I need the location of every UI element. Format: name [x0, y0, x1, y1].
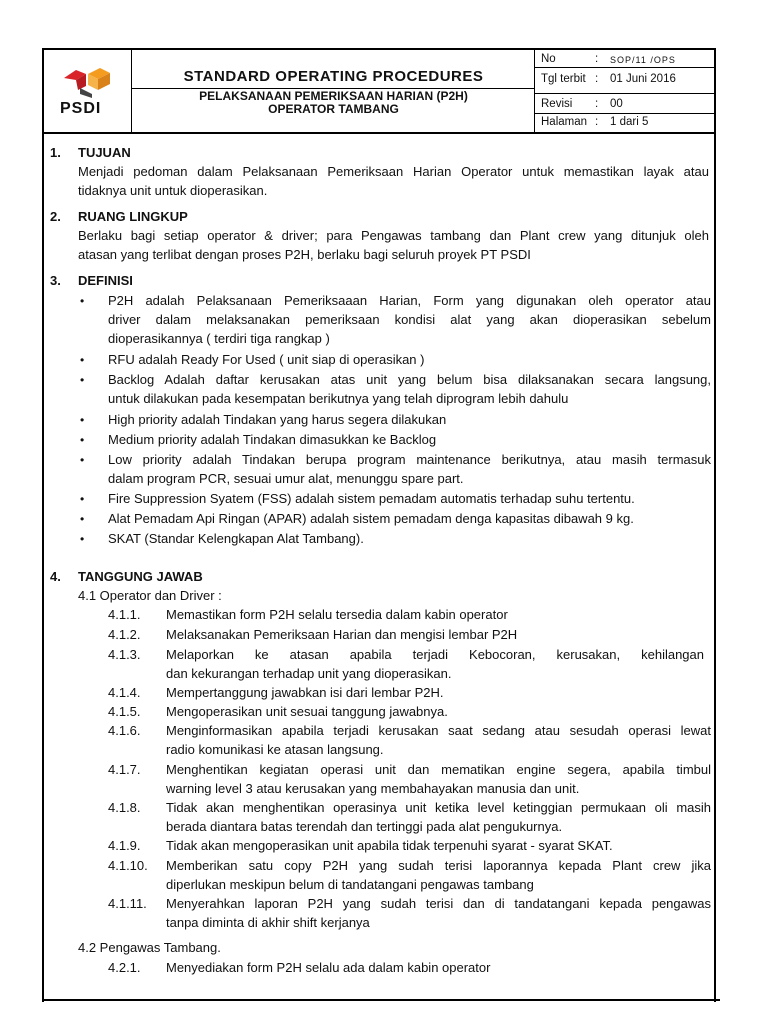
section-title-ruang-lingkup: RUANG LINGKUP	[78, 209, 188, 224]
item-number: 4.1.9.	[108, 838, 141, 853]
item-number: 4.1.11.	[108, 896, 147, 911]
meta-key: No	[541, 53, 556, 65]
body-line: Berlaku bagi setiap operator & driver; para Pengawas tambang dan Plant crew yang ditunjuk oleh	[78, 228, 709, 243]
item-number: 4.1.1.	[108, 607, 141, 622]
definition-line: untuk dilakukan pada kesempatan berikutnya yang telah diprogram lebih dahulu	[108, 391, 569, 406]
meta-key: Tgl terbit	[541, 73, 586, 85]
section-title-definisi: DEFINISI	[78, 273, 133, 288]
subtitle-line-2: OPERATOR TAMBANG	[268, 102, 399, 116]
item-number: 4.1.2.	[108, 627, 141, 642]
item-number: 4.1.7.	[108, 762, 141, 777]
bullet-icon: •	[80, 453, 85, 467]
section-title-tanggung-jawab: TANGGUNG JAWAB	[78, 569, 203, 584]
section-number: 2.	[50, 209, 61, 224]
item-number: 4.1.4.	[108, 685, 141, 700]
responsibility-line: warning level 3 atau kerusakan yang membahayakan manusia dan unit.	[166, 781, 580, 796]
bullet-icon: •	[80, 294, 85, 308]
subtitle-line-1: PELAKSANAAN PEMERIKSAAN HARIAN (P2H)	[199, 89, 468, 103]
body-line: atasan yang terlibat dengan proses P2H, berlaku bagi seluruh proyek PT PSDI	[78, 247, 531, 262]
responsibility-line: Tidak akan menghentikan operasinya unit ketika level ketinggian permukaan oli masih	[166, 800, 711, 815]
bullet-icon: •	[80, 433, 85, 447]
responsibility-line: radio komunikasi ke atasan langsung.	[166, 742, 384, 757]
responsibility-line: berada diantara batas terendah dan tertinggi pada alat pengukurnya.	[166, 819, 563, 834]
definition-line: dioperasikannya ( terdiri tiga rangkap )	[108, 331, 330, 346]
definition-line: RFU adalah Ready For Used ( unit siap di operasikan )	[108, 352, 425, 367]
responsibility-line: tanpa diminta di akhir shift kerjanya	[166, 915, 370, 930]
body-line: Menjadi pedoman dalam Pelaksanaan Pemeriksaan Harian Operator untuk memastikan layak atau	[78, 164, 709, 179]
definition-line: Fire Suppression Syatem (FSS) adalah sistem pemadam automatis terhadap suhu tertentu.	[108, 491, 635, 506]
definition-line: P2H adalah Pelaksanaan Pemeriksaaan Harian, Form yang digunakan oleh operator atau	[108, 293, 711, 308]
bullet-icon: •	[80, 532, 85, 546]
meta-key: Revisi	[541, 98, 573, 110]
section-number: 3.	[50, 273, 61, 288]
logo-text: PSDI	[60, 100, 102, 117]
definition-line: dalam program PCR, sesuai umur alat, menunggu spare part.	[108, 471, 464, 486]
definition-line: SKAT (Standar Kelengkapan Alat Tambang).	[108, 531, 364, 546]
responsibility-line: Mengoperasikan unit sesuai tanggung jawabnya.	[166, 704, 448, 719]
item-number: 4.1.5.	[108, 704, 141, 719]
definition-line: Medium priority adalah Tindakan dimasukkan ke Backlog	[108, 432, 437, 447]
item-number: 4.1.6.	[108, 723, 141, 738]
responsibility-line: dan kekurangan terhadap unit yang dioperasikan.	[166, 666, 452, 681]
subsection-title: 4.1 Operator dan Driver :	[78, 588, 222, 603]
responsibility-line: Mempertanggung jawabkan isi dari lembar P2H.	[166, 685, 444, 700]
subsection-title: 4.2 Pengawas Tambang.	[78, 940, 221, 955]
section-title-tujuan: TUJUAN	[78, 145, 131, 160]
bullet-icon: •	[80, 512, 85, 526]
responsibility-line: Menyediakan form P2H selalu ada dalam kabin operator	[166, 960, 491, 975]
definition-line: Alat Pemadam Api Ringan (APAR) adalah sistem pemadam denga kapasitas dibawah 9 kg.	[108, 511, 634, 526]
meta-sep: :	[595, 98, 599, 110]
meta-sep: :	[595, 53, 599, 65]
meta-key: Halaman	[541, 116, 588, 128]
meta-value: 1 dari 5	[610, 116, 649, 128]
bullet-icon: •	[80, 373, 85, 387]
bullet-icon: •	[80, 492, 85, 506]
section-number: 1.	[50, 145, 61, 160]
responsibility-line: Menghentikan kegiatan operasi unit dan mematikan engine segera, apabila timbul	[166, 762, 711, 777]
responsibility-line: Memastikan form P2H selalu tersedia dalam kabin operator	[166, 607, 508, 622]
responsibility-line: Memberikan satu copy P2H yang sudah terisi laporannya kepada Plant crew jika	[166, 858, 711, 873]
meta-sep: :	[595, 116, 599, 128]
definition-line: driver dalam melaksanakan pemeriksaan kondisi alat yang akan dioperasikan sebelum	[108, 312, 711, 327]
bullet-icon: •	[80, 353, 85, 367]
responsibility-line: Melaksanakan Pemeriksaan Harian dan mengisi lembar P2H	[166, 627, 518, 642]
meta-value: 00	[610, 98, 623, 110]
body-line: tidaknya unit untuk dioperasikan.	[78, 183, 268, 198]
document-title: STANDARD OPERATING PROCEDURES	[183, 68, 484, 85]
responsibility-line: Tidak akan mengoperasikan unit apabila tidak terpenuhi syarat - syarat SKAT.	[166, 838, 613, 853]
item-number: 4.1.3.	[108, 647, 141, 662]
item-number: 4.2.1.	[108, 960, 141, 975]
responsibility-line: diperlukan meskipun belum di tandatangani pengawas tambang	[166, 877, 534, 892]
item-number: 4.1.10.	[108, 858, 148, 873]
definition-line: Backlog Adalah daftar kerusakan atas unit yang belum bisa dilaksanakan secara langsung,	[108, 372, 711, 387]
item-number: 4.1.8.	[108, 800, 141, 815]
meta-sep: :	[595, 73, 599, 85]
responsibility-line: Menginformasikan apabila terjadi kerusakan saat sedang atau sesudah operasi lewat	[166, 723, 711, 738]
meta-value: 01 Juni 2016	[610, 73, 676, 85]
responsibility-line: Melaporkan ke atasan apabila terjadi Kebocoran, kerusakan, kehilangan	[166, 647, 704, 662]
definition-line: High priority adalah Tindakan yang harus segera dilakukan	[108, 412, 447, 427]
meta-value: SOP/11 /OPS	[610, 55, 676, 65]
definition-line: Low priority adalah Tindakan berupa program maintenance berikutnya, atau masih termasuk	[108, 452, 711, 467]
responsibility-line: Menyerahkan laporan P2H yang sudah terisi dan di tandatangani kepada pengawas	[166, 896, 711, 911]
section-number: 4.	[50, 569, 61, 584]
bullet-icon: •	[80, 413, 85, 427]
